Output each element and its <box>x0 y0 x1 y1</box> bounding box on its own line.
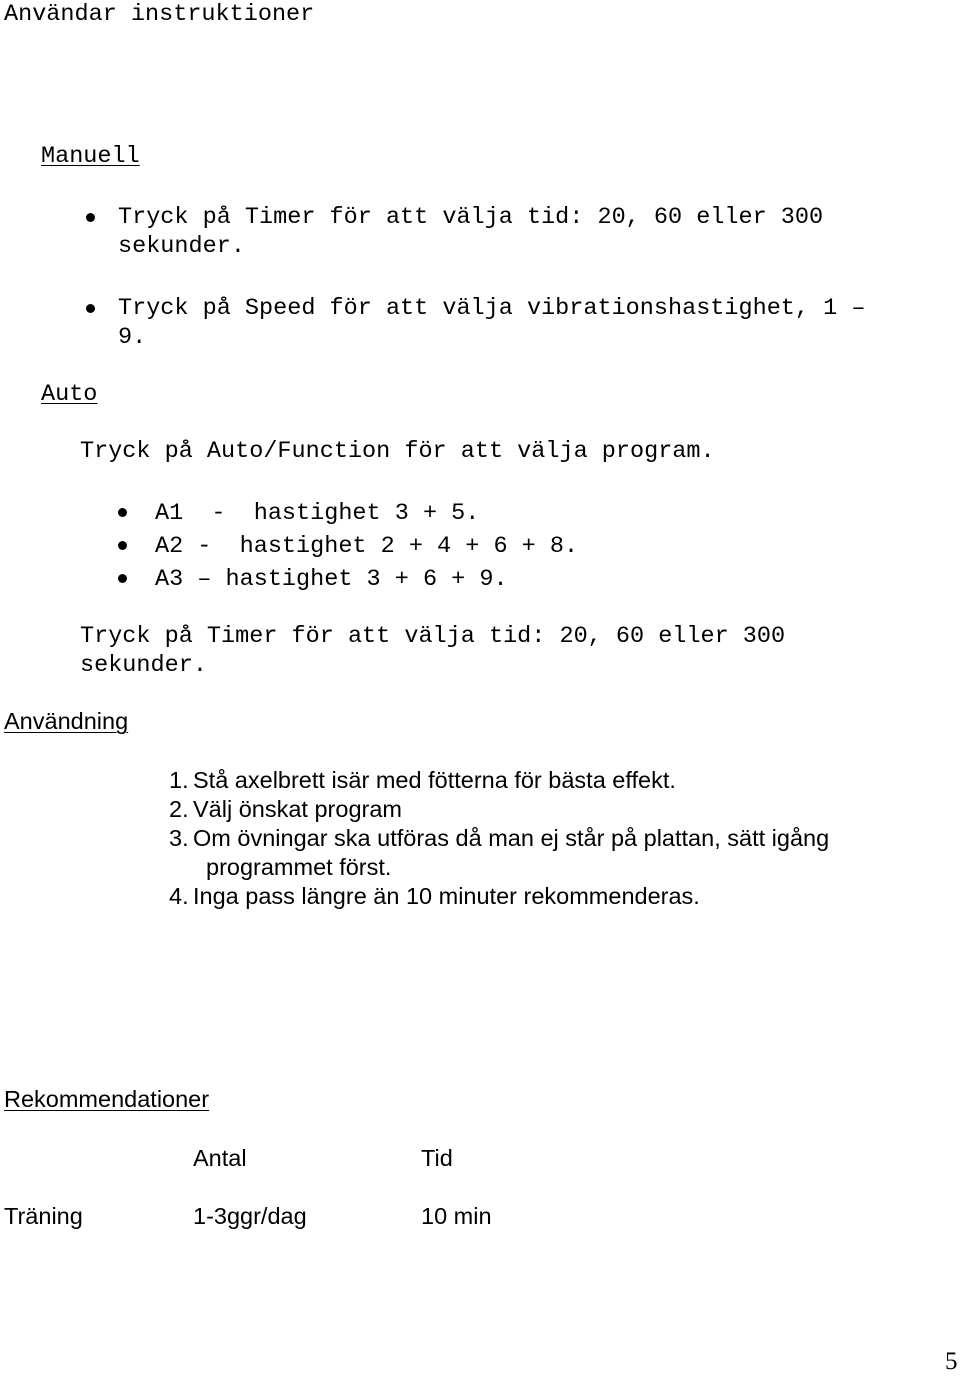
step-text: Stå axelbrett isär med fötterna för bästa effekt. <box>193 767 676 793</box>
step-number: 4. <box>169 883 189 909</box>
auto-intro: Tryck på Auto/Function för att välja program. <box>80 438 715 465</box>
bullet-icon <box>86 213 95 222</box>
bullet-icon <box>118 541 127 550</box>
bullet-icon <box>118 508 127 517</box>
program-a3: A3 – hastighet 3 + 6 + 9. <box>155 566 508 593</box>
manual-bullet-2-line1: Tryck på Speed för att välja vibrationshastighet, 1 – <box>118 295 866 322</box>
usage-step-4 <box>169 882 700 911</box>
page-number: 5 <box>945 1348 958 1375</box>
doc-title: Användar instruktioner <box>4 1 315 28</box>
usage-step-3-cont: programmet först. <box>206 854 392 880</box>
auto-timer-line1: Tryck på Timer för att välja tid: 20, 60 eller 300 <box>80 623 786 650</box>
usage-step-1 <box>169 766 676 795</box>
usage-step-3 <box>169 824 829 853</box>
row-tid: 10 min <box>421 1203 492 1229</box>
usage-heading: Användning <box>4 708 129 734</box>
recommendations-heading: Rekommendationer <box>4 1086 210 1112</box>
program-a1: A1 - hastighet 3 + 5. <box>155 500 480 527</box>
manual-bullet-1-line2: sekunder. <box>118 233 245 260</box>
bullet-icon <box>118 574 127 583</box>
auto-timer-line2: sekunder. <box>80 652 207 679</box>
column-header-antal: Antal <box>193 1145 247 1171</box>
step-text: Välj önskat program <box>193 796 402 822</box>
step-number: 2. <box>169 796 189 822</box>
step-number: 1. <box>169 767 189 793</box>
usage-step-2 <box>169 795 402 824</box>
row-antal: 1-3ggr/dag <box>193 1203 307 1229</box>
step-number: 3. <box>169 825 189 851</box>
manual-heading: Manuell <box>41 143 140 170</box>
manual-bullet-2-line2: 9. <box>118 324 147 351</box>
step-text: Om övningar ska utföras då man ej står på plattan, sätt igång <box>193 825 830 851</box>
auto-heading: Auto <box>41 381 98 408</box>
row-label: Träning <box>4 1203 83 1229</box>
step-text: Inga pass längre än 10 minuter rekommenderas. <box>193 883 700 909</box>
program-a2: A2 - hastighet 2 + 4 + 6 + 8. <box>155 533 579 560</box>
column-header-tid: Tid <box>421 1145 453 1171</box>
bullet-icon <box>86 304 95 313</box>
manual-bullet-1-line1: Tryck på Timer för att välja tid: 20, 60 eller 300 <box>118 204 824 231</box>
